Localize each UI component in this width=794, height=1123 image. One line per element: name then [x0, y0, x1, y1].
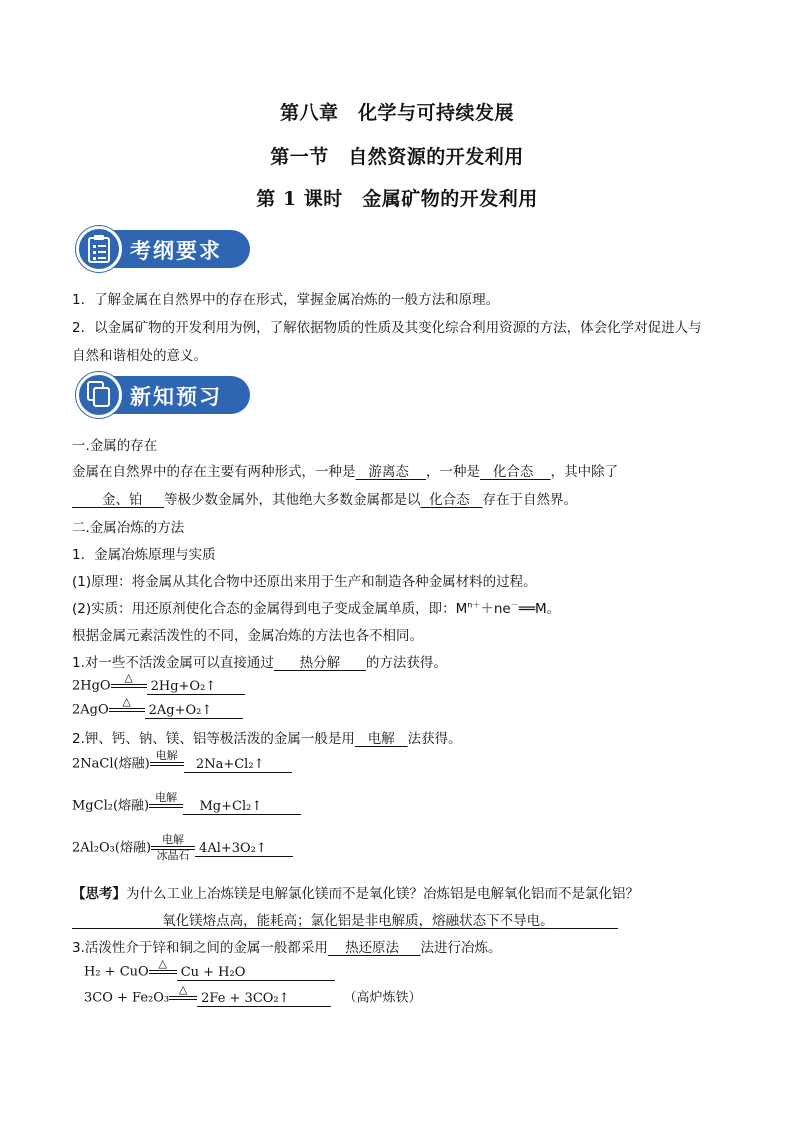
- text: 金属在自然界中的存在主要有两种形式，一种是: [72, 464, 356, 480]
- principle: (1)原理：将金属从其化合物中还原出来用于生产和制造各种金属材料的过程。: [72, 574, 537, 590]
- text: 等极少数金属外，其他绝大多数金属都是以: [164, 492, 421, 508]
- equation-mgcl2: MgCl₂(熔融) 电解 Mg+Cl₂↑: [72, 792, 301, 820]
- method-2: 2.钾、钙、钠、镁、铝等极活泼的金属一般是用 电解 法获得。: [72, 731, 462, 747]
- banner-xinzhi-label: 新知预习: [130, 384, 222, 409]
- documents-icon: [87, 381, 111, 407]
- sec1-heading: 一.金属的存在: [72, 438, 158, 454]
- blank-answer: 化合态: [429, 492, 470, 508]
- banner-kaogang: [76, 226, 252, 272]
- blank-answer: 金、铂: [102, 492, 143, 508]
- equation-ago: 2AgO △ 2Ag+O₂↑: [72, 696, 243, 724]
- text: 存在于自然界。: [482, 492, 577, 508]
- method-3: 3.活泼性介于锌和铜之间的金属一般都采用 热还原法 法进行冶炼。: [72, 940, 502, 956]
- method-1: 1.对一些不活泼金属可以直接通过 热分解 的方法获得。: [72, 655, 447, 671]
- blank-answer: 热分解: [299, 655, 341, 671]
- equation-cuo: H₂ + CuO △ Cu + H₂O: [84, 958, 335, 986]
- sec1-paragraph-2: [72, 488, 577, 508]
- blank-answer: 化合态: [492, 464, 534, 480]
- clipboard-icon: [87, 235, 111, 263]
- text: ，一种是: [426, 464, 481, 480]
- eq-note: （高炉炼铁）: [343, 990, 422, 1006]
- banner-kaogang-label: 考纲要求: [130, 238, 222, 263]
- blank-answer: 热还原法: [345, 940, 400, 956]
- chapter-title: 第八章 化学与可持续发展: [279, 102, 514, 124]
- lesson-title: 第 1 课时 金属矿物的开发利用: [256, 188, 538, 210]
- essence: (2)实质：用还原剂使化合态的金属得到电子变成金属单质，即：$M^{n+}+ne^-══M$。: [72, 600, 561, 617]
- sec2-sub1: 1．金属冶炼原理与实质: [72, 547, 216, 563]
- text: ，其中除了: [550, 464, 619, 480]
- equation-fe2o3: 3CO + Fe₂O₃ △ 2Fe + 3CO₂↑ （高炉炼铁）: [84, 983, 422, 1006]
- equation-hgo: 2HgO △ 2Hg+O₂↑: [72, 672, 245, 700]
- varies-text: 根据金属元素活泼性的不同，金属冶炼的方法也各不相同。: [72, 628, 423, 644]
- banner-xinzhi: [76, 372, 252, 418]
- requirement-2-cont: 自然和谐相处的意义。: [72, 348, 207, 364]
- sec2-heading: 二.金属冶炼的方法: [72, 520, 185, 536]
- think-question: 【思考】为什么工业上冶炼镁是电解氯化镁而不是氧化镁？冶炼铝是电解氧化铝而不是氯化铝？: [72, 886, 639, 902]
- equation-al2o3: 2Al₂O₃(熔融) 电解 冰晶石 4Al+3O₂↑: [72, 834, 293, 862]
- requirement-2: 2．以金属矿物的开发利用为例，了解依据物质的性质及其变化综合利用资源的方法，体会化学对促进人与: [72, 320, 702, 336]
- blank-answer: 氧化镁熔点高，能耗高；氯化铝是非电解质，熔融状态下不导电。: [162, 913, 554, 929]
- equation-nacl: 2NaCl(熔融) 电解 2Na+Cl₂↑: [72, 750, 292, 778]
- blank-answer: 电解: [367, 731, 395, 747]
- section-title: 第一节 自然资源的开发利用: [270, 146, 524, 168]
- sec1-paragraph-1: [72, 460, 618, 480]
- blank-answer: 游离态: [368, 464, 409, 480]
- requirement-1: 1．了解金属在自然界中的存在形式，掌握金属冶炼的一般方法和原理。: [72, 292, 500, 308]
- think-answer: [72, 909, 618, 929]
